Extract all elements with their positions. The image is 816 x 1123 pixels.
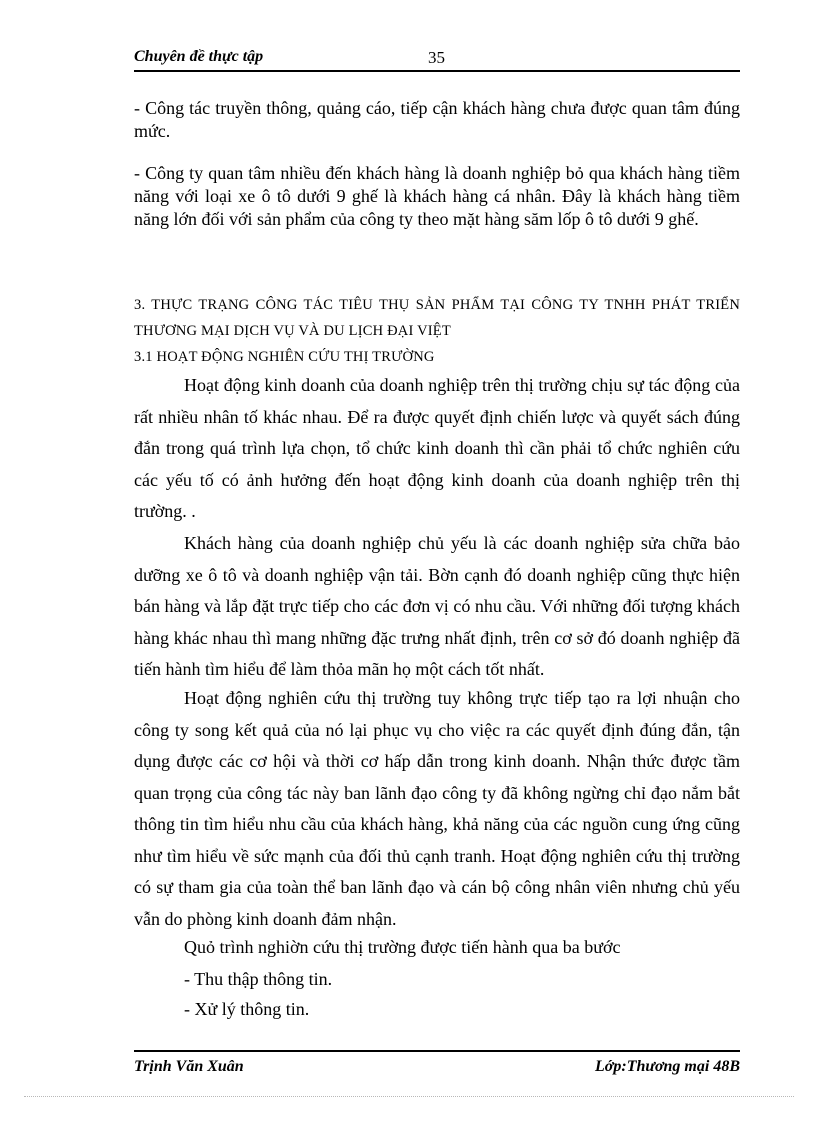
header-title: Chuyên đề thực tập: [134, 48, 264, 65]
page-footer: [134, 1050, 740, 1082]
page-number: 35: [428, 48, 445, 67]
page-bottom-dotted-rule: [24, 1096, 794, 1097]
body-paragraph-3: Hoạt động nghiên cứu thị trường tuy không trực tiếp tạo ra lợi nhuận cho công ty song kết quả của nó lại phục vụ cho việc ra các quyết định đúng đắn, tận dụng được các cơ hội và thời cơ hấp dẫn trong kinh doanh. Nhận thức được tầm quan trọng của công tác này ban lãnh đạo công ty đã không ngừng chỉ đạo nắm bắt thông tin tìm hiểu nhu cầu của khách hàng, khả năng của các nguồn cung ứng cũng như tìm hiểu về sức mạnh của đối thủ cạnh tranh. Hoạt động nghiên cứu thị trường có sự tham gia của toàn thể ban lãnh đạo và cán bộ công nhân viên nhưng chủ yếu vẫn do phòng kinh doanh đảm nhận.: [134, 688, 740, 929]
footer-author: Trịnh Văn Xuân: [134, 1058, 244, 1075]
body-paragraph-2: Khách hàng của doanh nghiệp chủ yếu là các doanh nghiệp sửa chữa bảo dưỡng xe ô tô và doanh nghiệp vận tải. Bờn cạnh đó doanh nghiệp cũng thực hiện bán hàng và lắp đặt trực tiếp cho các đơn vị có nhu cầu. Với những đối tượng khách hàng khác nhau thì mang những đặc trưng nhất định, trên cơ sở đó doanh nghiệp đã tiến hành tìm hiểu để làm thỏa mãn họ một cách tốt nhất.: [134, 533, 740, 679]
bullet-paragraph-customers: - Công ty quan tâm nhiều đến khách hàng là doanh nghiệp bỏ qua khách hàng tiềm năng với loại xe ô tô dưới 9 ghế là khách hàng cá nhân. Đây là khách hàng tiềm năng lớn đối với sản phẩm của công ty theo mặt hàng săm lốp ô tô dưới 9 ghế.: [134, 163, 740, 229]
footer-class: Lớp:Thương mại 48B: [595, 1058, 740, 1075]
list-item-process-info: - Xử lý thông tin.: [184, 999, 310, 1019]
body-paragraph-1: Hoạt động kinh doanh của doanh nghiệp trên thị trường chịu sự tác động của rất nhiều nhân tố khác nhau. Để ra được quyết định chiến lược và quyết sách đúng đắn trong quá trình lựa chọn, tổ chức kinh doanh thì cần phải tổ chức nghiên cứu các yếu tố có ảnh hưởng đến hoạt động kinh doanh của doanh nghiệp trên thị trường. .: [134, 375, 740, 521]
page-header: [134, 48, 740, 72]
section-heading-3: 3. THỰC TRẠNG CÔNG TÁC TIÊU THỤ SẢN PHẨM TẠI CÔNG TY TNHH PHÁT TRIỂN THƯƠNG MẠI DỊCH VỤ VÀ DU LỊCH ĐẠI VIỆT: [134, 297, 740, 339]
process-intro-line: Quỏ trình nghiờn cứu thị trường được tiến hành qua ba bước: [184, 937, 621, 957]
bullet-paragraph-communication: - Công tác truyền thông, quảng cáo, tiếp cận khách hàng chưa được quan tâm đúng mức.: [134, 98, 740, 141]
section-heading-3-1: 3.1 HOẠT ĐỘNG NGHIÊN CỨU THỊ TRƯỜNG: [134, 349, 435, 365]
list-item-collect-info: - Thu thập thông tin.: [184, 969, 333, 989]
